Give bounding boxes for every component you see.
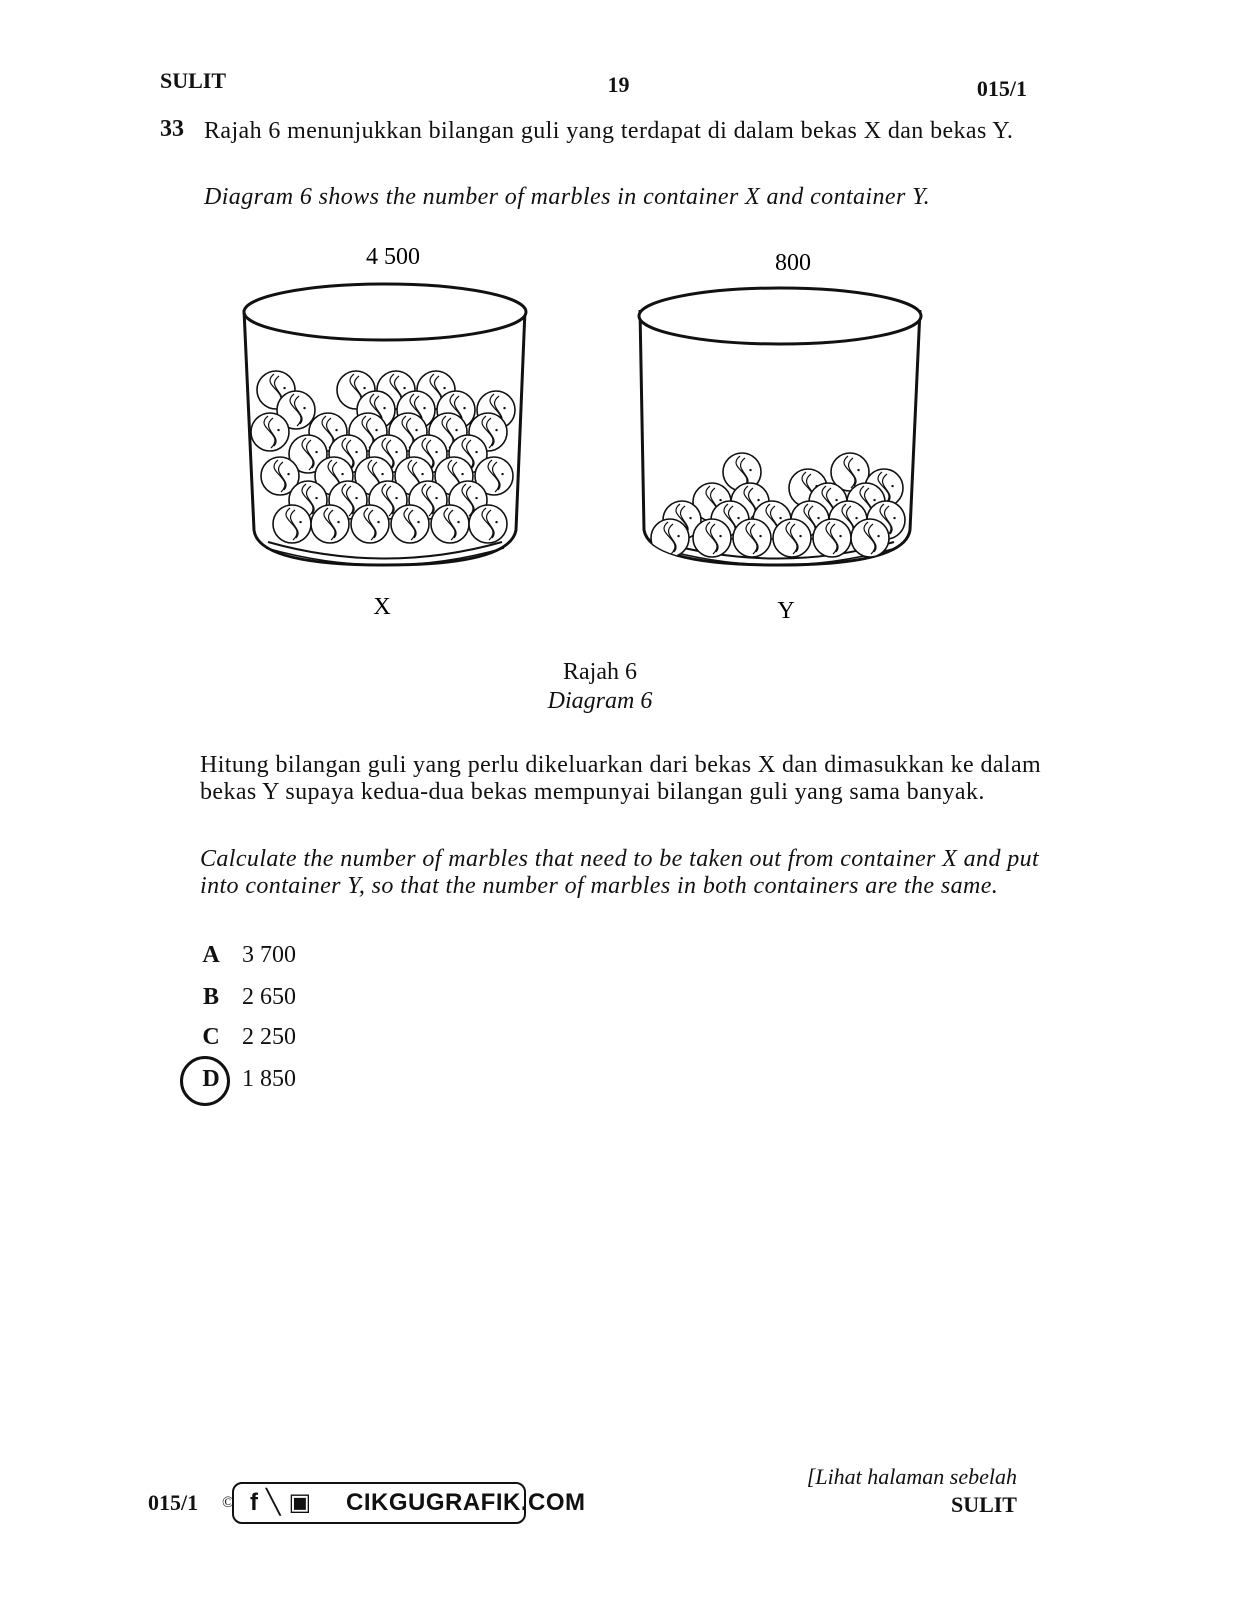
container-y-count: 800: [775, 250, 811, 276]
marble: [733, 519, 771, 557]
option-value: 1 850: [242, 1066, 296, 1092]
marble: [391, 505, 429, 543]
option-letter: C: [202, 1024, 220, 1050]
copyright-symbol: ©: [222, 1494, 235, 1511]
marble: [851, 519, 889, 557]
instruction-text-english: Calculate the number of marbles that need to be taken out from container X and put into container Y, so that the number of marbles in both containers are the same.: [200, 846, 1040, 899]
option-d[interactable]: [198, 1066, 598, 1100]
marble: [651, 519, 689, 557]
marbles-group-y: [651, 453, 905, 557]
rss-icon: ╲: [266, 1489, 289, 1516]
marble: [431, 505, 469, 543]
footer-brand-text: CIKGUGRAFIK.COM: [346, 1489, 586, 1516]
option-letter: D: [202, 1066, 220, 1092]
marble: [813, 519, 851, 557]
marble: [273, 505, 311, 543]
footer-paper-code: 015/1: [148, 1490, 199, 1515]
marble: [693, 519, 731, 557]
option-letter: A: [202, 942, 220, 968]
container-y-label: Y: [777, 598, 795, 624]
page-number: 19: [607, 72, 630, 97]
marble: [251, 413, 289, 451]
marbles-diagram: [230, 240, 950, 630]
header-classification: SULIT: [160, 68, 227, 93]
marble: [469, 505, 507, 543]
option-value: 2 250: [242, 1024, 296, 1050]
container-y: [639, 288, 921, 565]
marble: [773, 519, 811, 557]
social-icons: [250, 1488, 319, 1517]
footer-brand-badge[interactable]: [232, 1482, 586, 1524]
marble: [351, 505, 389, 543]
option-value: 3 700: [242, 942, 296, 968]
container-x: [244, 284, 526, 565]
question-number: 33: [160, 116, 184, 142]
marble: [311, 505, 349, 543]
option-c[interactable]: [198, 1024, 598, 1058]
container-x-label: X: [373, 594, 391, 620]
marbles-group-x: [251, 371, 515, 543]
question-text-english: Diagram 6 shows the number of marbles in container X and container Y.: [204, 184, 931, 210]
option-b[interactable]: [198, 984, 598, 1018]
facebook-icon: f: [250, 1489, 266, 1516]
instruction-text-malay: Hitung bilangan guli yang perlu dikeluarkan dari bekas X dan dimasukkan ke dalam bekas Y supaya kedua-dua bekas mempunyai bilangan guli yang sama banyak.: [200, 752, 1042, 805]
diagram-caption-malay: Rajah 6: [563, 659, 637, 685]
diagram-caption: [0, 658, 1200, 716]
instagram-icon: ▣: [288, 1489, 320, 1516]
container-x-count: 4 500: [366, 244, 420, 270]
footer-classification: SULIT: [950, 1492, 1017, 1517]
option-letter: B: [202, 984, 219, 1010]
footer-next-page: [Lihat halaman sebelah: [806, 1464, 1017, 1489]
paper-code: 015/1: [976, 76, 1027, 101]
option-value: 2 650: [242, 984, 296, 1010]
diagram-caption-english: Diagram 6: [547, 688, 653, 714]
option-a[interactable]: [198, 942, 598, 976]
question-text-malay: Rajah 6 menunjukkan bilangan guli yang terdapat di dalam bekas X dan bekas Y.: [204, 118, 1014, 144]
